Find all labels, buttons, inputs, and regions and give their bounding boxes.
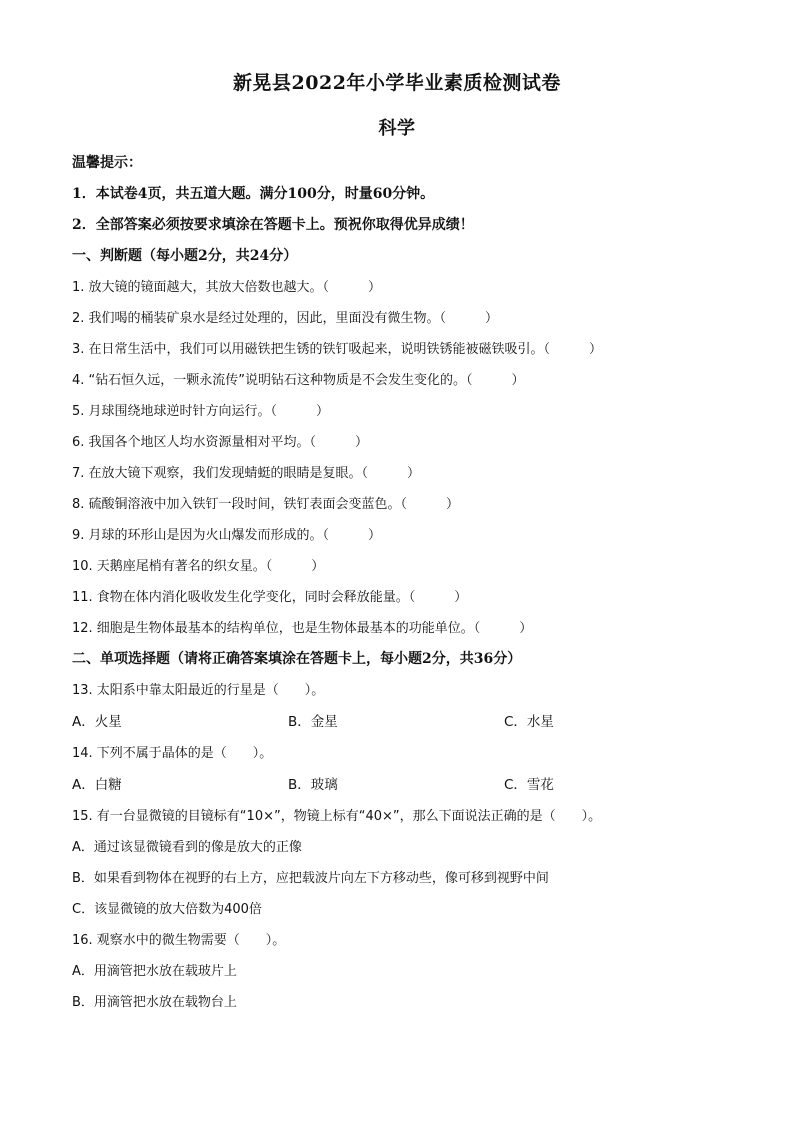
question-13: 13. 太阳系中靠太阳最近的行星是（ ）。 bbox=[72, 683, 325, 698]
option-a: A．火星 bbox=[72, 714, 122, 730]
question-2: 2. 我们喝的桶装矿泉水是经过处理的，因此，里面没有微生物。（ ） bbox=[72, 311, 499, 326]
question-13-options bbox=[72, 706, 732, 738]
question-6: 6. 我国各个地区人均水资源量相对平均。（ ） bbox=[72, 435, 369, 450]
option-b: B．玻璃 bbox=[288, 777, 338, 793]
question-11: 11. 食物在体内消化吸收发生化学变化，同时会释放能量。（ ） bbox=[72, 590, 468, 605]
option-c: C．该显微镜的放大倍数为400倍 bbox=[72, 902, 262, 917]
notice-label: 温馨提示： bbox=[72, 155, 142, 171]
option-b: B．用滴管把水放在载物台上 bbox=[72, 995, 237, 1010]
subject-title: 科学 bbox=[378, 118, 416, 139]
question-8: 8. 硫酸铜溶液中加入铁钉一段时间，铁钉表面会变蓝色。（ ） bbox=[72, 497, 460, 512]
option-a: A．白糖 bbox=[72, 777, 122, 793]
option-c: C．水星 bbox=[504, 714, 554, 730]
question-14: 14. 下列不属于晶体的是（ ）。 bbox=[72, 746, 273, 761]
question-7: 7. 在放大镜下观察，我们发现蜻蜓的眼睛是复眼。（ ） bbox=[72, 466, 421, 481]
option-c: C．雪花 bbox=[504, 777, 554, 793]
notice-item: 2．全部答案必须按要求填涂在答题卡上。预祝你取得优异成绩！ bbox=[72, 217, 474, 233]
question-15: 15. 有一台显微镜的目镜标有“10×”，物镜上标有“40×”，那么下面说法正确的是（ ）。 bbox=[72, 809, 602, 824]
section-heading-choice: 二、单项选择题（请将正确答案填涂在答题卡上，每小题2分，共36分） bbox=[72, 651, 522, 667]
exam-content bbox=[72, 148, 732, 1018]
notice-item: 1．本试卷4页，共五道大题。满分100分，时量60分钟。 bbox=[72, 186, 435, 202]
question-1: 1. 放大镜的镜面越大，其放大倍数也越大。（ ） bbox=[72, 280, 382, 295]
question-3: 3. 在日常生活中，我们可以用磁铁把生锈的铁钉吸起来，说明铁锈能被磁铁吸引。（ ） bbox=[72, 342, 603, 357]
question-5: 5. 月球围绕地球逆时针方向运行。（ ） bbox=[72, 404, 330, 419]
section-heading-judgement: 一、判断题（每小题2分，共24分） bbox=[72, 248, 298, 264]
option-a: A．用滴管把水放在载玻片上 bbox=[72, 964, 237, 979]
question-10: 10. 天鹅座尾梢有著名的织女星。（ ） bbox=[72, 559, 325, 574]
option-b: B．如果看到物体在视野的右上方，应把载波片向左下方移动些，像可移到视野中间 bbox=[72, 871, 549, 886]
question-4: 4. “钻石恒久远，一颗永流传”说明钻石这种物质是不会发生变化的。（ ） bbox=[72, 373, 525, 388]
option-a: A．通过该显微镜看到的像是放大的正像 bbox=[72, 840, 302, 855]
page-title: 新晃县2022年小学毕业素质检测试卷 bbox=[233, 72, 561, 94]
question-9: 9. 月球的环形山是因为火山爆发而形成的。（ ） bbox=[72, 528, 382, 543]
question-12: 12. 细胞是生物体最基本的结构单位，也是生物体最基本的功能单位。（ ） bbox=[72, 621, 533, 636]
question-14-options bbox=[72, 769, 732, 801]
option-b: B．金星 bbox=[288, 714, 338, 730]
question-16: 16. 观察水中的微生物需要（ ）。 bbox=[72, 933, 286, 948]
